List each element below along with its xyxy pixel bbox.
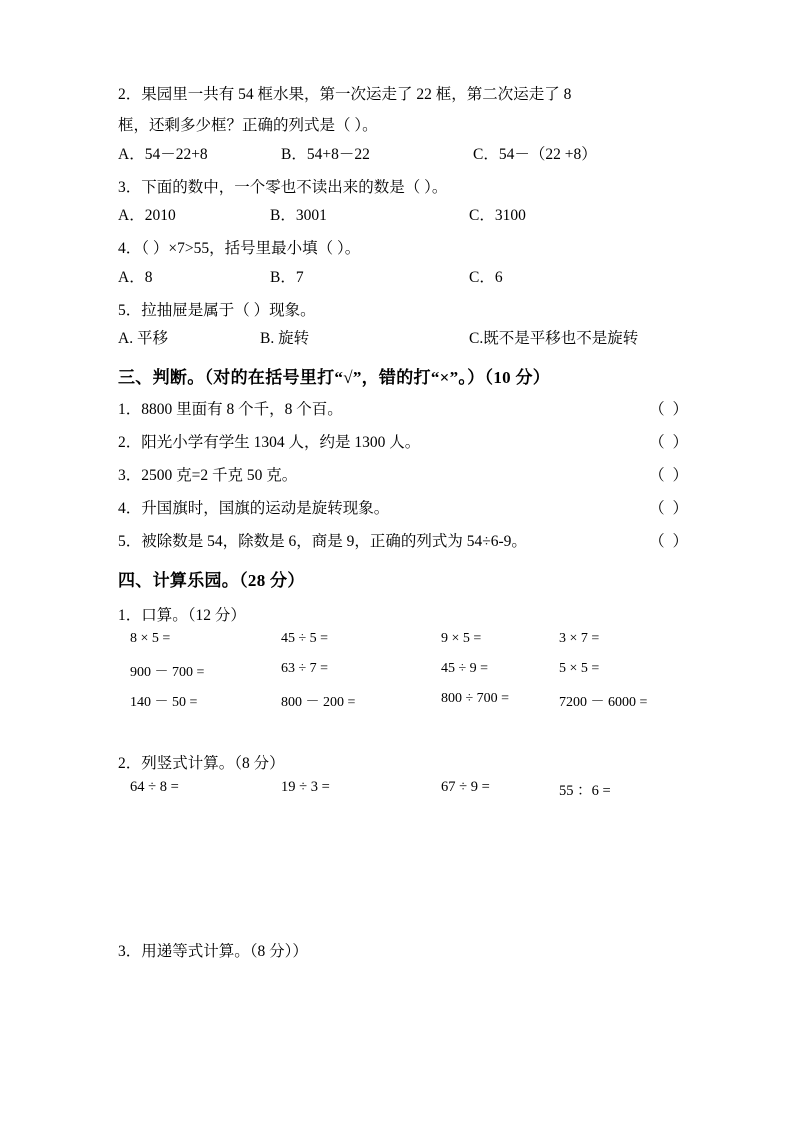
question-3-option-a[interactable]: A．2010 xyxy=(118,207,176,225)
vertical-calc-item-4[interactable]: 55 ：6 = xyxy=(559,783,611,800)
question-2-option-b[interactable]: B．54+8－22 xyxy=(281,145,370,163)
truefalse-answer-box-5[interactable]: （ ） xyxy=(649,533,690,551)
truefalse-row-3 xyxy=(118,464,690,486)
question-3 xyxy=(118,173,678,226)
mental-math-item-1-2[interactable]: 45 ÷ 5 = xyxy=(281,631,329,647)
truefalse-text-2: 2．阳光小学有学生 1304 人，约是 1300 人。 xyxy=(118,434,421,452)
mental-math-item-3-3[interactable]: 800 ÷ 700 = xyxy=(441,691,510,707)
mental-math-item-3-1[interactable]: 140 － 50 = xyxy=(130,695,198,711)
mental-math-item-2-3[interactable]: 45 ÷ 9 = xyxy=(441,661,489,677)
truefalse-text-3: 3．2500 克=2 千克 50 克。 xyxy=(118,467,298,485)
question-2-option-c[interactable]: C．54－（22 +8） xyxy=(473,145,597,163)
vertical-calc-item-1[interactable]: 64 ÷ 8 = xyxy=(130,779,179,796)
mental-math-item-2-1[interactable]: 900 － 700 = xyxy=(130,665,205,681)
question-5 xyxy=(118,296,678,349)
truefalse-answer-box-2[interactable]: （ ） xyxy=(649,434,690,452)
question-4-option-a[interactable]: A．8 xyxy=(118,268,153,286)
answer-workspace-area[interactable] xyxy=(118,809,678,927)
question-5-option-b[interactable]: B. 旋转 xyxy=(260,330,310,348)
question-4-option-b[interactable]: B．7 xyxy=(270,268,304,286)
question-3-text: 3．下面的数中，一个零也不读出来的数是（ ）。 xyxy=(118,178,448,196)
question-5-option-a[interactable]: A. 平移 xyxy=(118,330,168,348)
question-4-options xyxy=(118,266,678,288)
page-content xyxy=(118,80,690,967)
truefalse-answer-box-3[interactable]: （ ） xyxy=(649,467,690,485)
question-3-option-c[interactable]: C．3100 xyxy=(469,207,526,225)
mental-math-grid xyxy=(118,631,678,721)
truefalse-answer-box-4[interactable]: （ ） xyxy=(649,500,690,518)
question-4 xyxy=(118,234,678,287)
mental-math-row-3 xyxy=(118,691,678,721)
question-5-options xyxy=(118,327,678,349)
question-4-text: 4．（ ）×7>55，括号里最小填（ ）。 xyxy=(118,240,361,258)
truefalse-text-1: 1．8800 里面有 8 个千，8 个百。 xyxy=(118,401,343,419)
question-2-options xyxy=(118,143,678,165)
truefalse-answer-box-1[interactable]: （ ） xyxy=(649,401,690,419)
truefalse-row-5 xyxy=(118,530,690,552)
spacer-after-mental-math xyxy=(118,721,678,739)
question-3-option-b[interactable]: B．3001 xyxy=(270,207,327,225)
vertical-calc-item-2[interactable]: 19 ÷ 3 = xyxy=(281,779,330,796)
mental-math-item-3-2[interactable]: 800 － 200 = xyxy=(281,695,356,711)
truefalse-row-4 xyxy=(118,497,690,519)
subsection-2-title: 2．列竖式计算。（8 分） xyxy=(118,755,285,773)
section-four-heading: 四、计算乐园。（28 分） xyxy=(118,571,305,591)
section-three-heading: 三、判断。（对的在括号里打“√”，错的打“×”。）（10 分） xyxy=(118,368,551,388)
question-2 xyxy=(118,80,678,165)
subsection-3-title: 3．用递等式计算。（8 分）） xyxy=(118,943,308,961)
mental-math-item-1-4[interactable]: 3 × 7 = xyxy=(559,631,600,647)
mental-math-row-2 xyxy=(118,661,678,691)
truefalse-text-5: 5．被除数是 54，除数是 6，商是 9，正确的列式为 54÷6-9。 xyxy=(118,533,527,551)
question-5-text: 5．拉抽屉是属于（ ）现象。 xyxy=(118,301,316,319)
truefalse-row-2 xyxy=(118,431,690,453)
question-5-option-c[interactable]: C.既不是平移也不是旋转 xyxy=(469,330,639,348)
mental-math-item-2-4[interactable]: 5 × 5 = xyxy=(559,661,600,677)
vertical-calc-item-3[interactable]: 67 ÷ 9 = xyxy=(441,779,490,796)
question-2-text-line2: 框，还剩多少框？正确的列式是（ ）。 xyxy=(118,117,378,135)
mental-math-item-1-3[interactable]: 9 × 5 = xyxy=(441,631,482,647)
mental-math-item-1-1[interactable]: 8 × 5 = xyxy=(130,631,171,647)
question-2-text-line1: 2．果园里一共有 54 框水果，第一次运走了 22 框，第二次运走了 8 xyxy=(118,86,572,103)
question-2-option-a[interactable]: A．54－22+8 xyxy=(118,145,208,163)
vertical-calc-row xyxy=(118,779,678,809)
mental-math-row-1 xyxy=(118,631,678,661)
mental-math-item-2-2[interactable]: 63 ÷ 7 = xyxy=(281,661,329,677)
question-4-option-c[interactable]: C．6 xyxy=(469,268,503,286)
truefalse-text-4: 4．升国旗时，国旗的运动是旋转现象。 xyxy=(118,500,390,518)
question-3-options xyxy=(118,204,678,226)
subsection-1-title: 1．口算。（12 分） xyxy=(118,607,246,625)
truefalse-row-1 xyxy=(118,398,690,420)
mental-math-item-3-4[interactable]: 7200 － 6000 = xyxy=(559,695,648,711)
